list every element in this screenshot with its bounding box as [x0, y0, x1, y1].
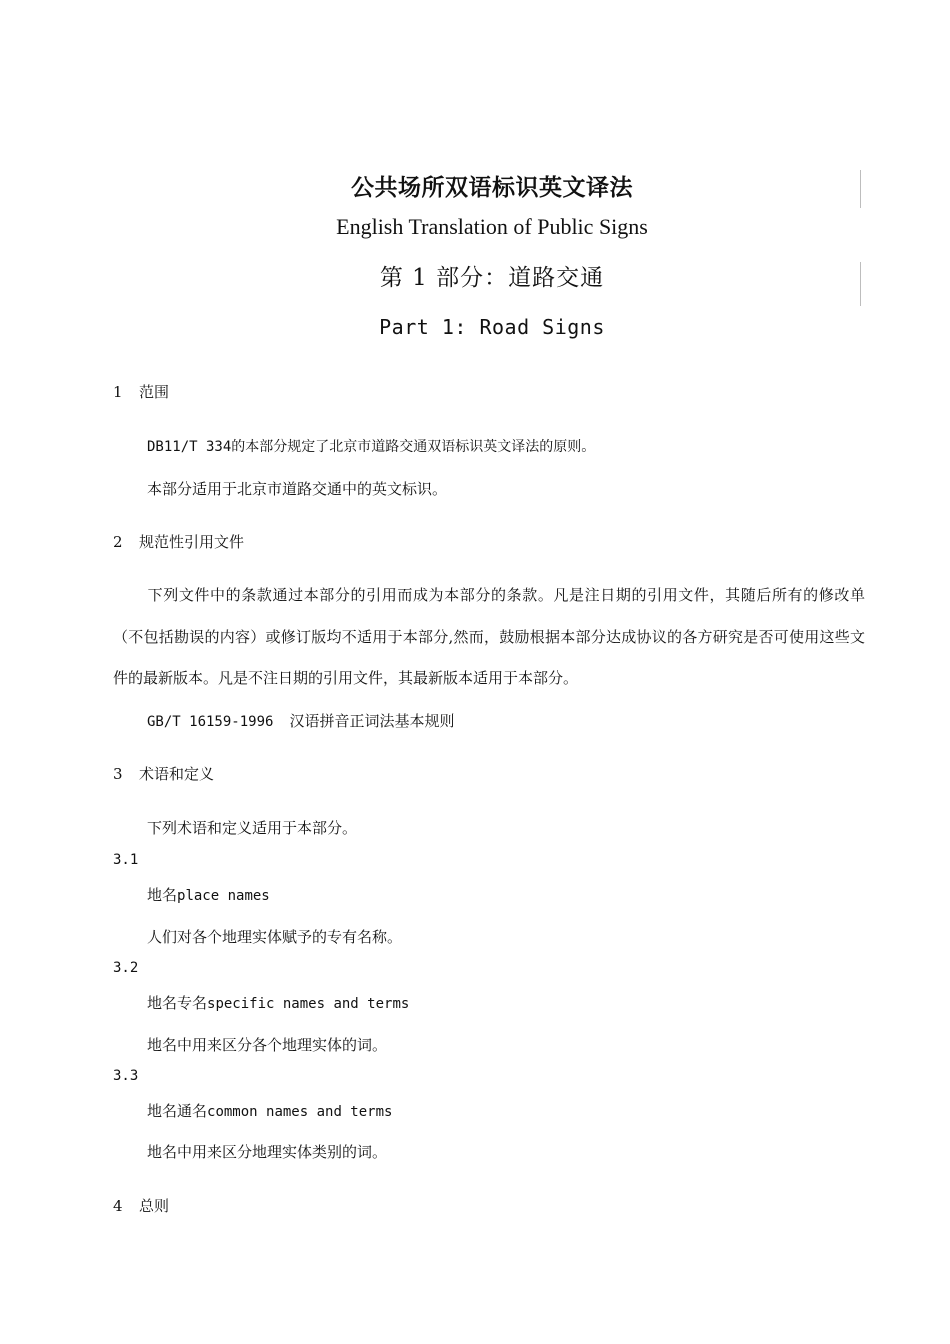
margin-rule-bottom — [860, 262, 861, 306]
part-title-en: Part 1: Road Signs — [379, 315, 605, 339]
section-2-paragraph — [113, 575, 865, 700]
term-en: specific names and terms — [207, 996, 410, 1012]
section-4-heading — [113, 1195, 169, 1216]
section-2-heading — [113, 531, 244, 552]
term-title — [147, 1100, 392, 1121]
term-definition: 地名中用来区分各个地理实体的词。 — [147, 1036, 388, 1054]
term-title — [147, 992, 409, 1013]
term-title — [147, 884, 270, 905]
term-number: 3.2 — [113, 960, 139, 976]
term-definition: 人们对各个地理实体赋予的专有名称。 — [147, 928, 403, 946]
part-title-cn: 第 1 部分：道路交通 — [379, 265, 605, 291]
section-1-paragraph-2: 本部分适用于北京市道路交通中的英文标识。 — [147, 480, 448, 498]
term-en: place names — [177, 888, 270, 904]
section-title: 规范性引用文件 — [139, 533, 245, 551]
reference-code: GB/T 16159-1996 — [147, 714, 274, 730]
term-number: 3.1 — [113, 852, 139, 868]
term-number: 3.3 — [113, 1068, 139, 1084]
margin-rule-top — [860, 170, 861, 208]
term-definition: 地名中用来区分地理实体类别的词。 — [147, 1143, 388, 1161]
section-number: 1 — [113, 383, 123, 401]
term-cn: 地名 — [147, 886, 178, 904]
section-1-paragraph-1: DB11/T 334的本部分规定了北京市道路交通双语标识英文译法的原则。 — [147, 439, 596, 455]
term-cn: 地名专名 — [147, 994, 208, 1012]
document-title-cn: 公共场所双语标识英文译法 — [351, 175, 633, 201]
section-3-heading — [113, 763, 214, 784]
section-3-intro: 下列术语和定义适用于本部分。 — [147, 819, 358, 837]
normative-reference — [147, 710, 454, 731]
term-cn: 地名通名 — [147, 1102, 208, 1120]
term-en: common names and terms — [207, 1104, 393, 1120]
section-title: 术语和定义 — [139, 765, 215, 783]
section-title: 范围 — [139, 383, 170, 401]
document-title-en: English Translation of Public Signs — [336, 214, 648, 239]
section-title: 总则 — [139, 1197, 170, 1215]
section-number: 3 — [113, 765, 123, 783]
reference-title: 汉语拼音正词法基本规则 — [289, 712, 455, 730]
section-number: 4 — [113, 1197, 123, 1215]
section-number: 2 — [113, 533, 123, 551]
section-1-heading — [113, 381, 169, 402]
section-2-paragraph-text: 下列文件中的条款通过本部分的引用而成为本部分的条款。凡是注日期的引用文件，其随后所有的修改单（不包括勘误的内容）或修订版均不适用于本部分,然而，鼓励根据本部分达成协议的各方研究是否可使用这些文件的最新版本。凡是不注日期的引用文件，其最新版本适用于本部分。 — [113, 586, 865, 687]
